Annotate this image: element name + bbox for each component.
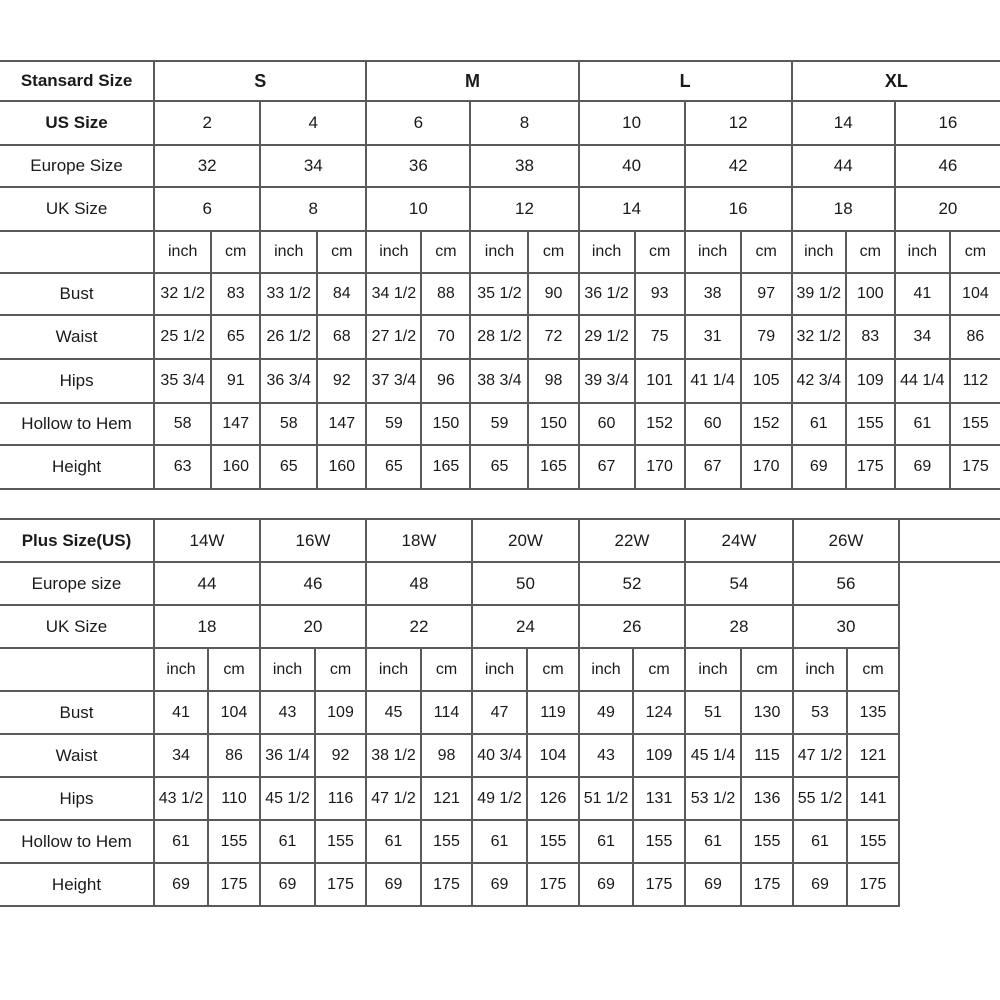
unit-row-label — [0, 648, 154, 691]
measurement-label: Hollow to Hem — [0, 403, 154, 445]
measurement-value: 61 — [685, 820, 741, 863]
uk-size-row-label: UK Size — [0, 187, 154, 231]
measurement-value: 175 — [421, 863, 472, 906]
measurement-label: Waist — [0, 315, 154, 359]
measurement-value: 61 — [792, 403, 846, 445]
standard-uk-size-row — [0, 187, 1000, 231]
plus-bust-row — [0, 691, 1000, 734]
plus-blank-cell — [899, 519, 1000, 562]
measurement-value: 152 — [635, 403, 685, 445]
unit-inch-label: inch — [579, 231, 635, 273]
plus-us-size-value: 26W — [793, 519, 899, 562]
measurement-value: 69 — [472, 863, 527, 906]
unit-inch-label: inch — [472, 648, 527, 691]
measurement-value: 155 — [847, 820, 899, 863]
measurement-value: 109 — [633, 734, 685, 777]
standard-bust-row — [0, 273, 1000, 315]
measurement-value: 34 — [895, 315, 950, 359]
measurement-value: 36 1/4 — [260, 734, 315, 777]
europe-size-row-value: 42 — [685, 145, 792, 187]
unit-cm-label: cm — [633, 648, 685, 691]
measurement-value: 61 — [154, 820, 208, 863]
us-size-row-value: 12 — [685, 101, 792, 145]
measurement-value: 41 — [895, 273, 950, 315]
measurement-value: 147 — [211, 403, 260, 445]
measurement-value: 150 — [528, 403, 578, 445]
measurement-value: 155 — [950, 403, 1000, 445]
unit-cm-label: cm — [421, 648, 472, 691]
measurement-value: 28 1/2 — [470, 315, 528, 359]
measurement-value: 41 — [154, 691, 208, 734]
measurement-value: 104 — [527, 734, 579, 777]
measurement-value: 121 — [847, 734, 899, 777]
standard-size-title: Stansard Size — [0, 61, 154, 101]
plus-blank-cell — [899, 820, 1000, 863]
size-group-xl: XL — [792, 61, 1000, 101]
measurement-value: 65 — [366, 445, 421, 489]
measurement-value: 98 — [528, 359, 578, 403]
standard-height-row — [0, 445, 1000, 489]
measurement-value: 135 — [847, 691, 899, 734]
measurement-value: 165 — [421, 445, 470, 489]
us-size-row-value: 14 — [792, 101, 895, 145]
measurement-value: 155 — [741, 820, 793, 863]
europe-size-row-label: Europe Size — [0, 145, 154, 187]
plus-uk-size-row-value: 22 — [366, 605, 472, 648]
measurement-value: 104 — [208, 691, 260, 734]
measurement-value: 32 1/2 — [792, 315, 846, 359]
measurement-value: 45 1/4 — [685, 734, 741, 777]
measurement-value: 175 — [950, 445, 1000, 489]
measurement-value: 43 1/2 — [154, 777, 208, 820]
measurement-label: Waist — [0, 734, 154, 777]
measurement-value: 155 — [315, 820, 366, 863]
unit-inch-label: inch — [154, 231, 211, 273]
measurement-value: 114 — [421, 691, 472, 734]
measurement-value: 61 — [472, 820, 527, 863]
measurement-value: 41 1/4 — [685, 359, 741, 403]
measurement-value: 36 3/4 — [260, 359, 317, 403]
measurement-value: 49 — [579, 691, 633, 734]
measurement-value: 155 — [633, 820, 685, 863]
measurement-value: 51 — [685, 691, 741, 734]
measurement-value: 155 — [421, 820, 472, 863]
us-size-row-value: 2 — [154, 101, 260, 145]
plus-height-row — [0, 863, 1000, 906]
measurement-value: 175 — [527, 863, 579, 906]
measurement-value: 34 — [154, 734, 208, 777]
measurement-value: 109 — [846, 359, 895, 403]
plus-size-table — [0, 518, 1000, 907]
us-size-row-value: 16 — [895, 101, 1000, 145]
measurement-value: 70 — [421, 315, 470, 359]
us-size-row-value: 4 — [260, 101, 366, 145]
measurement-value: 175 — [633, 863, 685, 906]
unit-cm-label: cm — [208, 648, 260, 691]
measurement-value: 126 — [527, 777, 579, 820]
measurement-value: 86 — [950, 315, 1000, 359]
measurement-label: Bust — [0, 691, 154, 734]
plus-uk-size-row-value: 26 — [579, 605, 685, 648]
unit-cm-label: cm — [950, 231, 1000, 273]
measurement-value: 44 1/4 — [895, 359, 950, 403]
us-size-row-value: 10 — [579, 101, 685, 145]
measurement-value: 39 1/2 — [792, 273, 846, 315]
unit-cm-label: cm — [635, 231, 685, 273]
measurement-value: 109 — [315, 691, 366, 734]
unit-cm-label: cm — [741, 231, 792, 273]
measurement-value: 88 — [421, 273, 470, 315]
unit-inch-label: inch — [895, 231, 950, 273]
plus-uk-size-row — [0, 605, 1000, 648]
measurement-value: 49 1/2 — [472, 777, 527, 820]
measurement-value: 32 1/2 — [154, 273, 211, 315]
plus-blank-cell — [899, 734, 1000, 777]
plus-blank-cell — [899, 863, 1000, 906]
measurement-value: 59 — [366, 403, 421, 445]
measurement-value: 98 — [421, 734, 472, 777]
unit-cm-label: cm — [211, 231, 260, 273]
measurement-value: 92 — [317, 359, 366, 403]
measurement-value: 33 1/2 — [260, 273, 317, 315]
plus-europe-size-row-value: 48 — [366, 562, 472, 605]
europe-size-row-value: 40 — [579, 145, 685, 187]
measurement-value: 27 1/2 — [366, 315, 421, 359]
measurement-value: 53 — [793, 691, 847, 734]
measurement-value: 35 1/2 — [470, 273, 528, 315]
europe-size-row-value: 46 — [895, 145, 1000, 187]
unit-inch-label: inch — [470, 231, 528, 273]
measurement-value: 130 — [741, 691, 793, 734]
measurement-value: 58 — [260, 403, 317, 445]
measurement-value: 38 — [685, 273, 741, 315]
unit-cm-label: cm — [527, 648, 579, 691]
measurement-value: 141 — [847, 777, 899, 820]
us-size-row-value: 8 — [470, 101, 578, 145]
measurement-value: 160 — [211, 445, 260, 489]
europe-size-row-value: 38 — [470, 145, 578, 187]
measurement-value: 83 — [211, 273, 260, 315]
unit-cm-label: cm — [421, 231, 470, 273]
plus-us-size-value: 14W — [154, 519, 260, 562]
unit-inch-label: inch — [792, 231, 846, 273]
measurement-value: 91 — [211, 359, 260, 403]
size-group-m: M — [366, 61, 578, 101]
measurement-value: 68 — [317, 315, 366, 359]
measurement-value: 65 — [470, 445, 528, 489]
plus-uk-size-row-value: 28 — [685, 605, 793, 648]
unit-inch-label: inch — [260, 648, 315, 691]
measurement-value: 36 1/2 — [579, 273, 635, 315]
measurement-label: Height — [0, 445, 154, 489]
measurement-value: 96 — [421, 359, 470, 403]
measurement-value: 45 1/2 — [260, 777, 315, 820]
unit-cm-label: cm — [846, 231, 895, 273]
plus-hips-row — [0, 777, 1000, 820]
standard-unit-row — [0, 231, 1000, 273]
measurement-value: 47 1/2 — [793, 734, 847, 777]
uk-size-row-value: 8 — [260, 187, 366, 231]
plus-waist-row — [0, 734, 1000, 777]
us-size-row-value: 6 — [366, 101, 470, 145]
uk-size-row-value: 12 — [470, 187, 578, 231]
unit-inch-label: inch — [793, 648, 847, 691]
measurement-value: 170 — [741, 445, 792, 489]
size-group-l: L — [579, 61, 792, 101]
measurement-value: 61 — [895, 403, 950, 445]
measurement-value: 26 1/2 — [260, 315, 317, 359]
unit-inch-label: inch — [154, 648, 208, 691]
measurement-value: 101 — [635, 359, 685, 403]
unit-inch-label: inch — [260, 231, 317, 273]
measurement-value: 115 — [741, 734, 793, 777]
measurement-value: 165 — [528, 445, 578, 489]
measurement-label: Hips — [0, 777, 154, 820]
measurement-value: 63 — [154, 445, 211, 489]
standard-header-row — [0, 61, 1000, 101]
measurement-value: 61 — [793, 820, 847, 863]
uk-size-row-value: 20 — [895, 187, 1000, 231]
measurement-value: 86 — [208, 734, 260, 777]
europe-size-row-value: 44 — [792, 145, 895, 187]
measurement-value: 160 — [317, 445, 366, 489]
plus-blank-cell — [899, 562, 1000, 605]
measurement-value: 59 — [470, 403, 528, 445]
europe-size-row-value: 34 — [260, 145, 366, 187]
plus-uk-size-row-value: 20 — [260, 605, 366, 648]
measurement-value: 79 — [741, 315, 792, 359]
plus-hollow-to-hem-row — [0, 820, 1000, 863]
measurement-value: 29 1/2 — [579, 315, 635, 359]
plus-europe-size-row-value: 50 — [472, 562, 579, 605]
unit-inch-label: inch — [685, 231, 741, 273]
plus-europe-size-row-value: 44 — [154, 562, 260, 605]
unit-inch-label: inch — [685, 648, 741, 691]
measurement-value: 90 — [528, 273, 578, 315]
plus-unit-row — [0, 648, 1000, 691]
measurement-value: 60 — [685, 403, 741, 445]
measurement-value: 58 — [154, 403, 211, 445]
measurement-value: 124 — [633, 691, 685, 734]
plus-uk-size-row-value: 18 — [154, 605, 260, 648]
measurement-value: 37 3/4 — [366, 359, 421, 403]
measurement-value: 51 1/2 — [579, 777, 633, 820]
plus-uk-size-row-value: 30 — [793, 605, 899, 648]
measurement-value: 38 1/2 — [366, 734, 421, 777]
measurement-value: 55 1/2 — [793, 777, 847, 820]
measurement-value: 175 — [846, 445, 895, 489]
plus-us-size-value: 22W — [579, 519, 685, 562]
plus-us-size-value: 24W — [685, 519, 793, 562]
measurement-value: 61 — [579, 820, 633, 863]
europe-size-row-value: 32 — [154, 145, 260, 187]
measurement-value: 175 — [847, 863, 899, 906]
plus-europe-size-row-value: 54 — [685, 562, 793, 605]
europe-size-row-value: 36 — [366, 145, 470, 187]
plus-blank-cell — [899, 777, 1000, 820]
measurement-value: 175 — [741, 863, 793, 906]
standard-hips-row — [0, 359, 1000, 403]
measurement-value: 136 — [741, 777, 793, 820]
unit-row-label — [0, 231, 154, 273]
measurement-value: 67 — [579, 445, 635, 489]
unit-inch-label: inch — [366, 231, 421, 273]
measurement-value: 60 — [579, 403, 635, 445]
measurement-value: 38 3/4 — [470, 359, 528, 403]
measurement-label: Bust — [0, 273, 154, 315]
measurement-value: 39 3/4 — [579, 359, 635, 403]
plus-us-size-row — [0, 519, 1000, 562]
measurement-value: 53 1/2 — [685, 777, 741, 820]
measurement-value: 34 1/2 — [366, 273, 421, 315]
plus-uk-size-row-value: 24 — [472, 605, 579, 648]
plus-us-size-value: 18W — [366, 519, 472, 562]
measurement-value: 47 1/2 — [366, 777, 421, 820]
measurement-value: 155 — [208, 820, 260, 863]
measurement-value: 42 3/4 — [792, 359, 846, 403]
measurement-label: Hollow to Hem — [0, 820, 154, 863]
measurement-value: 105 — [741, 359, 792, 403]
plus-europe-size-row-value: 46 — [260, 562, 366, 605]
unit-inch-label: inch — [366, 648, 421, 691]
us-size-row-label: US Size — [0, 101, 154, 145]
plus-us-size-value: 20W — [472, 519, 579, 562]
plus-europe-size-row — [0, 562, 1000, 605]
measurement-value: 84 — [317, 273, 366, 315]
measurement-value: 116 — [315, 777, 366, 820]
standard-hollow-to-hem-row — [0, 403, 1000, 445]
measurement-value: 69 — [685, 863, 741, 906]
measurement-value: 121 — [421, 777, 472, 820]
measurement-value: 69 — [154, 863, 208, 906]
measurement-label: Hips — [0, 359, 154, 403]
uk-size-row-value: 6 — [154, 187, 260, 231]
unit-cm-label: cm — [315, 648, 366, 691]
unit-cm-label: cm — [847, 648, 899, 691]
measurement-value: 61 — [366, 820, 421, 863]
measurement-value: 175 — [315, 863, 366, 906]
measurement-value: 97 — [741, 273, 792, 315]
measurement-value: 119 — [527, 691, 579, 734]
measurement-value: 147 — [317, 403, 366, 445]
standard-us-size-row — [0, 101, 1000, 145]
measurement-value: 152 — [741, 403, 792, 445]
measurement-value: 47 — [472, 691, 527, 734]
uk-size-row-value: 18 — [792, 187, 895, 231]
measurement-value: 155 — [846, 403, 895, 445]
measurement-value: 65 — [260, 445, 317, 489]
measurement-value: 150 — [421, 403, 470, 445]
measurement-value: 100 — [846, 273, 895, 315]
measurement-value: 69 — [793, 863, 847, 906]
plus-blank-cell — [899, 648, 1000, 691]
unit-cm-label: cm — [741, 648, 793, 691]
standard-europe-size-row — [0, 145, 1000, 187]
measurement-value: 25 1/2 — [154, 315, 211, 359]
measurement-value: 110 — [208, 777, 260, 820]
measurement-value: 170 — [635, 445, 685, 489]
measurement-label: Height — [0, 863, 154, 906]
measurement-value: 69 — [260, 863, 315, 906]
measurement-value: 155 — [527, 820, 579, 863]
measurement-value: 93 — [635, 273, 685, 315]
measurement-value: 175 — [208, 863, 260, 906]
plus-blank-cell — [899, 691, 1000, 734]
standard-size-table — [0, 60, 1000, 490]
plus-europe-size-row-value: 52 — [579, 562, 685, 605]
uk-size-row-value: 16 — [685, 187, 792, 231]
measurement-value: 43 — [260, 691, 315, 734]
measurement-value: 92 — [315, 734, 366, 777]
measurement-value: 31 — [685, 315, 741, 359]
measurement-value: 45 — [366, 691, 421, 734]
plus-us-size-value: 16W — [260, 519, 366, 562]
uk-size-row-value: 10 — [366, 187, 470, 231]
measurement-value: 69 — [792, 445, 846, 489]
unit-cm-label: cm — [528, 231, 578, 273]
measurement-value: 61 — [260, 820, 315, 863]
measurement-value: 35 3/4 — [154, 359, 211, 403]
measurement-value: 67 — [685, 445, 741, 489]
plus-europe-size-row-label: Europe size — [0, 562, 154, 605]
measurement-value: 104 — [950, 273, 1000, 315]
unit-cm-label: cm — [317, 231, 366, 273]
measurement-value: 69 — [579, 863, 633, 906]
size-group-s: S — [154, 61, 366, 101]
unit-inch-label: inch — [579, 648, 633, 691]
plus-uk-size-row-label: UK Size — [0, 605, 154, 648]
measurement-value: 72 — [528, 315, 578, 359]
plus-size-title: Plus Size(US) — [0, 519, 154, 562]
measurement-value: 112 — [950, 359, 1000, 403]
measurement-value: 69 — [895, 445, 950, 489]
measurement-value: 65 — [211, 315, 260, 359]
measurement-value: 69 — [366, 863, 421, 906]
measurement-value: 131 — [633, 777, 685, 820]
measurement-value: 43 — [579, 734, 633, 777]
measurement-value: 75 — [635, 315, 685, 359]
plus-europe-size-row-value: 56 — [793, 562, 899, 605]
standard-waist-row — [0, 315, 1000, 359]
measurement-value: 40 3/4 — [472, 734, 527, 777]
plus-blank-cell — [899, 605, 1000, 648]
uk-size-row-value: 14 — [579, 187, 685, 231]
measurement-value: 83 — [846, 315, 895, 359]
